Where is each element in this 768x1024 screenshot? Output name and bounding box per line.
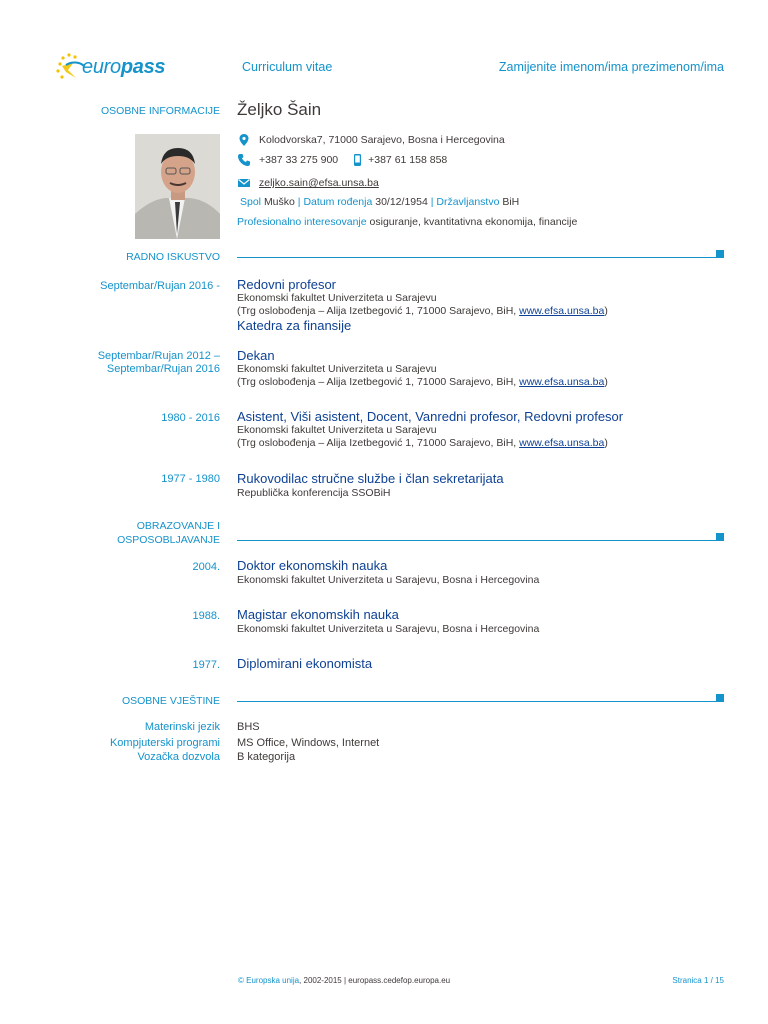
footer-copyright — [238, 976, 450, 985]
profile-photo — [135, 134, 220, 239]
section-label-education-2: OSPOSOBLJAVANJE — [117, 534, 220, 546]
education-date: 1988. — [192, 610, 220, 622]
website-link[interactable]: www.efsa.unsa.ba — [519, 376, 605, 388]
email-row — [237, 176, 379, 190]
dob-value: 30/12/1954 — [375, 196, 428, 208]
address-row — [237, 133, 505, 147]
work-department: Katedra za finansije — [237, 318, 352, 333]
work-employer: Ekonomski fakultet Univerziteta u Sarajevu — [237, 292, 437, 304]
personal-details-row — [240, 196, 519, 208]
work-date: 1977 - 1980 — [161, 473, 220, 485]
work-address — [237, 376, 608, 389]
address-prefix: (Trg oslobođenja – Alija Izetbegović 1, 71000 Sarajevo, BiH, — [237, 437, 520, 449]
interests-value: osiguranje, kvantitativna ekonomija, financije — [369, 216, 578, 228]
work-title: Redovni profesor — [237, 277, 336, 292]
location-pin-icon — [237, 133, 251, 147]
education-institution: Ekonomski fakultet Univerziteta u Sarajevu, Bosna i Hercegovina — [237, 574, 540, 586]
separator: | — [430, 196, 434, 208]
header-name-placeholder: Zamijenite imenom/ima prezimenom/ima — [498, 60, 724, 74]
address-prefix: (Trg oslobođenja – Alija Izetbegović 1, 71000 Sarajevo, BiH, — [237, 376, 520, 388]
work-address — [237, 437, 608, 450]
page-number: Stranica 1 / 15 — [672, 976, 724, 985]
address-prefix: (Trg oslobođenja – Alija Izetbegović 1, 71000 Sarajevo, BiH, — [237, 305, 520, 317]
phone-text[interactable]: +387 33 275 900 — [259, 154, 339, 166]
section-divider — [237, 257, 717, 258]
education-title: Diplomirani ekonomista — [237, 656, 373, 671]
education-title: Magistar ekonomskih nauka — [237, 607, 399, 622]
phone-row — [237, 153, 447, 167]
work-date-start: Septembar/Rujan 2012 – — [97, 350, 220, 362]
cv-title: Curriculum vitae — [242, 60, 333, 74]
section-label-education: OBRAZOVANJE I — [136, 520, 220, 532]
logo-prefix: euro — [82, 56, 121, 78]
section-label-personal: OSOBNE INFORMACIJE — [100, 105, 220, 117]
gender-label: Spol — [240, 196, 262, 208]
email-link[interactable]: zeljko.sain@efsa.unsa.ba — [259, 177, 379, 189]
nationality-value: BiH — [502, 196, 520, 208]
work-employer: Ekonomski fakultet Univerziteta u Sarajevu — [237, 363, 437, 375]
skill-value: BHS — [237, 721, 260, 733]
address-suffix: ) — [604, 437, 608, 449]
logo-suffix: pass — [120, 56, 166, 78]
copyright-text: © Europska unija — [238, 976, 300, 985]
address-text: Kolodvorska7, 71000 Sarajevo, Bosna i Hercegovina — [259, 134, 505, 146]
section-divider — [237, 701, 717, 702]
website-link[interactable]: www.efsa.unsa.ba — [519, 437, 605, 449]
skill-value: B kategorija — [237, 751, 296, 763]
work-title: Rukovodilac stručne službe i član sekretarijata — [237, 471, 504, 486]
skill-label: Materinski jezik — [144, 721, 220, 733]
section-label-skills: OSOBNE VJEŠTINE — [121, 695, 220, 707]
mobile-phone-icon — [350, 153, 364, 167]
mobile-text[interactable]: +387 61 158 858 — [368, 154, 448, 166]
work-address — [237, 305, 608, 318]
education-title: Doktor ekonomskih nauka — [237, 558, 388, 573]
website-link[interactable]: www.efsa.unsa.ba — [519, 305, 605, 317]
section-divider — [237, 540, 717, 541]
skill-label: Kompjuterski programi — [109, 737, 220, 749]
address-suffix: ) — [604, 376, 608, 388]
education-date: 1977. — [192, 659, 220, 671]
skill-value: MS Office, Windows, Internet — [237, 737, 380, 749]
work-date-end: Septembar/Rujan 2016 — [106, 363, 220, 375]
full-name: Željko Šain — [237, 100, 322, 119]
work-date: 1980 - 2016 — [161, 412, 220, 424]
work-title: Dekan — [237, 348, 275, 363]
section-marker — [716, 533, 724, 541]
section-label-work: RADNO ISKUSTVO — [126, 251, 220, 263]
education-date: 2004. — [192, 561, 220, 573]
address-suffix: ) — [604, 305, 608, 317]
work-date: Septembar/Rujan 2016 - — [100, 280, 220, 292]
section-marker — [716, 694, 724, 702]
dob-label: Datum rođenja — [303, 196, 373, 208]
separator: | — [297, 196, 301, 208]
nationality-label: Državljanstvo — [436, 196, 500, 208]
interests-label: Profesionalno interesovanje — [237, 216, 367, 228]
work-title: Asistent, Viši asistent, Docent, Vanredni profesor, Redovni profesor — [237, 409, 624, 424]
section-marker — [716, 250, 724, 258]
europass-logo — [54, 52, 164, 82]
skill-label: Vozačka dozvola — [137, 751, 220, 763]
copyright-years: , 2002-2015 | europass.cedefop.europa.eu — [299, 976, 451, 985]
education-institution: Ekonomski fakultet Univerziteta u Sarajevu, Bosna i Hercegovina — [237, 623, 540, 635]
gender-value: Muško — [263, 196, 295, 208]
work-employer: Ekonomski fakultet Univerziteta u Sarajevu — [237, 424, 437, 436]
email-icon — [237, 176, 251, 190]
phone-icon — [237, 153, 251, 167]
work-employer: Republička konferencija SSOBiH — [237, 487, 391, 499]
interests-row — [237, 216, 577, 228]
